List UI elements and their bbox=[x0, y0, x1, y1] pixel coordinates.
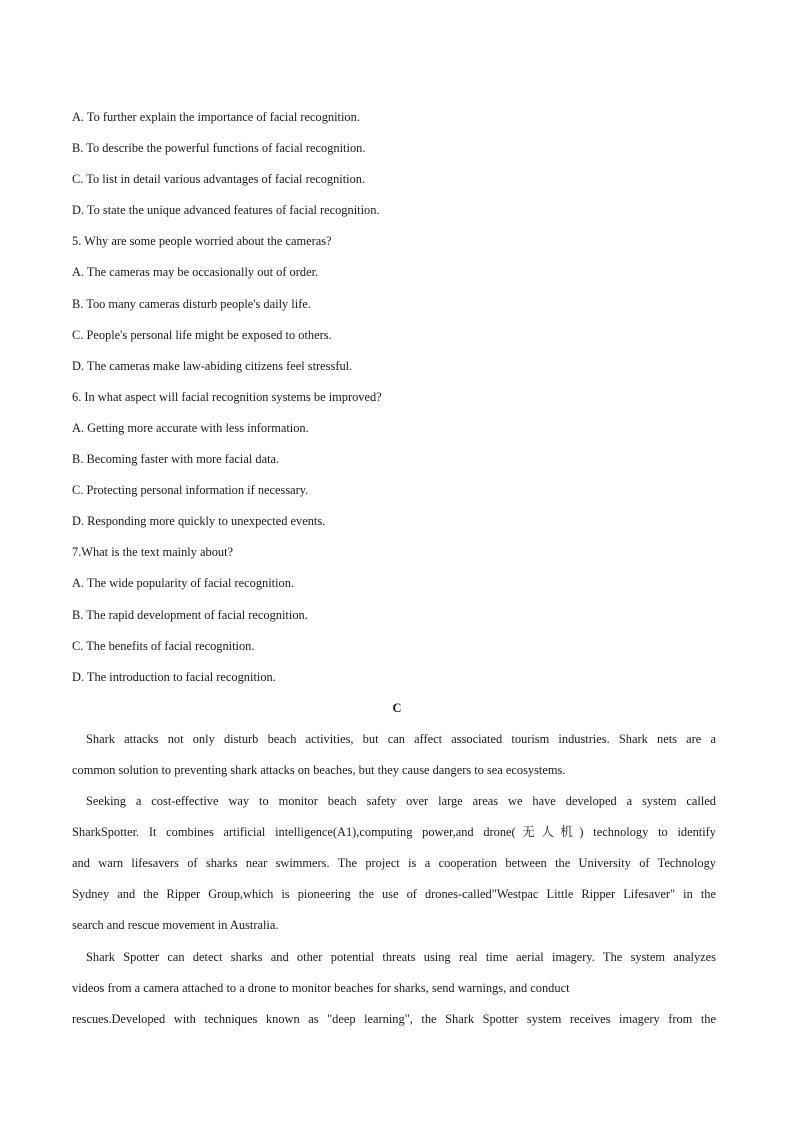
q5-question: 5. Why are some people worried about the cameras? bbox=[72, 234, 332, 249]
q6-option-d: D. Responding more quickly to unexpected events. bbox=[72, 514, 326, 529]
passage-line: common solution to preventing shark attacks on beaches, but they cause dangers to sea ecosystems. bbox=[72, 762, 566, 777]
q6-option-a: A. Getting more accurate with less information. bbox=[72, 420, 309, 435]
document-page bbox=[72, 102, 722, 1035]
q6-option-b: B. Becoming faster with more facial data. bbox=[72, 452, 280, 467]
q6-option-c: C. Protecting personal information if necessary. bbox=[72, 483, 309, 498]
passage-line: Shark Spotter can detect sharks and other potential threats using real time aerial imagery. The system analyzes bbox=[86, 949, 716, 964]
q7-option-b: B. The rapid development of facial recognition. bbox=[72, 607, 308, 622]
q7-option-a: A. The wide popularity of facial recognition. bbox=[72, 576, 295, 591]
q4-option-b: B. To describe the powerful functions of facial recognition. bbox=[72, 141, 366, 156]
q4-option-a: A. To further explain the importance of facial recognition. bbox=[72, 110, 360, 124]
q5-option-d: D. The cameras make law-abiding citizens feel stressful. bbox=[72, 358, 353, 373]
passage-line: videos from a camera attached to a drone to monitor beaches for sharks, send warnings, and conduct bbox=[72, 980, 570, 995]
q7-question: 7.What is the text mainly about? bbox=[72, 545, 234, 560]
q5-option-b: B. Too many cameras disturb people's daily life. bbox=[72, 296, 311, 311]
passage-line: and warn lifesavers of sharks near swimmers. The project is a cooperation between the University of Technology bbox=[72, 856, 716, 871]
q7-option-c: C. The benefits of facial recognition. bbox=[72, 638, 255, 653]
passage-line: Sydney and the Ripper Group,which is pioneering the use of drones-called"Westpac Little Ripper Lifesaver" in the bbox=[72, 887, 716, 902]
q4-option-d: D. To state the unique advanced features of facial recognition. bbox=[72, 203, 380, 218]
q5-option-c: C. People's personal life might be exposed to others. bbox=[72, 327, 332, 342]
passage-line: Seeking a cost-effective way to monitor beach safety over large areas we have developed a system called bbox=[86, 794, 716, 809]
passage-line: rescues.Developed with techniques known as "deep learning", the Shark Spotter system receives imagery from the bbox=[72, 1011, 716, 1026]
q7-option-d: D. The introduction to facial recognition. bbox=[72, 669, 276, 684]
passage-line: search and rescue movement in Australia. bbox=[72, 918, 279, 933]
passage-line: Shark attacks not only disturb beach activities, but can affect associated tourism industries. Shark nets are a bbox=[86, 731, 716, 746]
section-heading: C bbox=[392, 700, 402, 715]
q5-option-a: A. The cameras may be occasionally out of order. bbox=[72, 265, 319, 280]
q6-question: 6. In what aspect will facial recognition systems be improved? bbox=[72, 389, 382, 404]
q4-option-c: C. To list in detail various advantages of facial recognition. bbox=[72, 172, 366, 187]
passage-line: SharkSpotter. It combines artificial intelligence(A1),computing power,and drone(无人机) technology to identify bbox=[72, 825, 716, 840]
